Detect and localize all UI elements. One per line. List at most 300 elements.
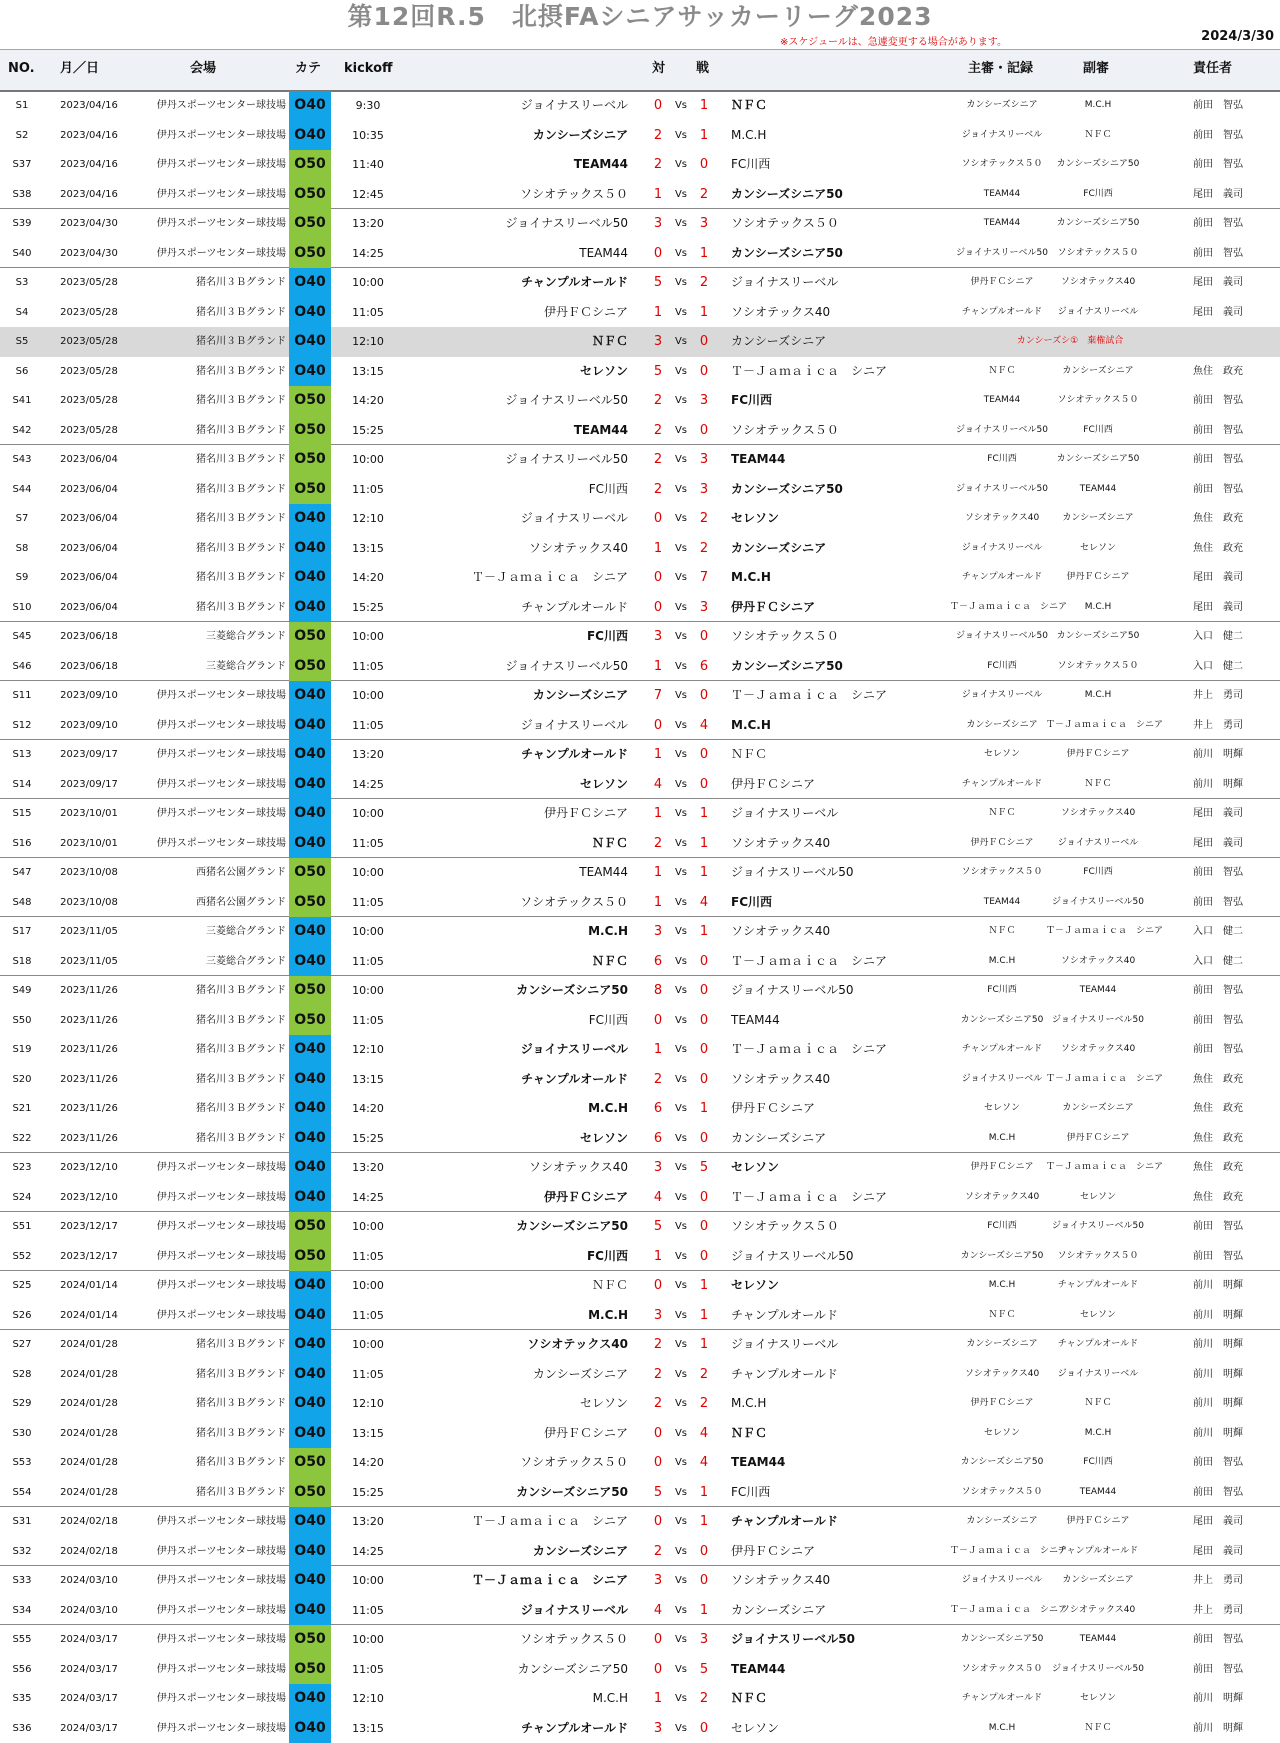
vs-label: Vs (668, 327, 694, 357)
assistant-referee: カンシーズシニア50 (1046, 622, 1150, 652)
away-team: Ｔ－Ｊａｍａｉｃａ シニア (731, 357, 941, 387)
match-date: 2023/04/16 (52, 91, 126, 121)
home-score: 6 (648, 1094, 668, 1124)
home-score: 8 (648, 976, 668, 1006)
match-number: S53 (0, 1448, 44, 1478)
assistant-referee: TEAM44 (1046, 1625, 1150, 1655)
match-date: 2023/05/28 (52, 298, 126, 328)
home-team: ジョイナスリーベル50 (400, 652, 628, 682)
away-score: 0 (694, 1006, 714, 1036)
assistant-referee: M.C.H (1046, 91, 1150, 121)
home-score: 1 (648, 858, 668, 888)
home-team: TEAM44 (400, 150, 628, 180)
assistant-referee: M.C.H (1046, 593, 1150, 623)
assistant-referee: ジョイナスリーベル50 (1046, 1655, 1150, 1685)
home-team: カンシーズシニア (400, 1360, 628, 1390)
vs-label: Vs (668, 121, 694, 151)
responsible-person: 前田 智弘 (1160, 1242, 1276, 1272)
responsible-person: 前田 智弘 (1160, 1625, 1276, 1655)
match-venue: 伊丹スポーツセンター球技場 (130, 1714, 286, 1743)
assistant-referee: FC川西 (1046, 416, 1150, 446)
home-team: TEAM44 (400, 416, 628, 446)
home-team: カンシーズシニア (400, 681, 628, 711)
match-kickoff: 9:30 (338, 91, 398, 121)
home-score: 2 (648, 1360, 668, 1390)
vs-label: Vs (668, 593, 694, 623)
home-score: 4 (648, 1183, 668, 1213)
assistant-referee: TEAM44 (1046, 1478, 1150, 1508)
assistant-referee: 伊丹ＦＣシニア (1046, 1124, 1150, 1154)
match-kickoff: 14:25 (338, 1537, 398, 1567)
table-row (0, 1478, 1280, 1508)
home-score: 1 (648, 180, 668, 210)
match-kickoff: 13:20 (338, 209, 398, 239)
responsible-person: 前田 智弘 (1160, 386, 1276, 416)
assistant-referee: FC川西 (1046, 858, 1150, 888)
away-score: 5 (694, 1153, 714, 1183)
match-kickoff: 11:05 (338, 829, 398, 859)
table-row (0, 1684, 1280, 1714)
match-category: O40 (289, 534, 331, 564)
home-score: 0 (648, 1448, 668, 1478)
match-venue: 伊丹スポーツセンター球技場 (130, 1183, 286, 1213)
match-kickoff: 10:00 (338, 622, 398, 652)
match-kickoff: 10:00 (338, 268, 398, 298)
match-venue: 伊丹スポーツセンター球技場 (130, 829, 286, 859)
table-row (0, 1065, 1280, 1095)
home-score: 3 (648, 1566, 668, 1596)
responsible-person: 前川 明輝 (1160, 1419, 1276, 1449)
home-score: 1 (648, 534, 668, 564)
schedule-notice: ※スケジュールは、急遽変更する場合があります。 (780, 33, 1007, 48)
away-score: 2 (694, 1360, 714, 1390)
referee: M.C.H (950, 1124, 1054, 1154)
match-venue: 猪名川３Ｂグランド (130, 386, 286, 416)
match-category: O40 (289, 1389, 331, 1419)
responsible-person: 前川 明輝 (1160, 1330, 1276, 1360)
away-score: 4 (694, 888, 714, 918)
vs-label: Vs (668, 180, 694, 210)
match-venue: 伊丹スポーツセンター球技場 (130, 209, 286, 239)
home-team: ソシオテックス40 (400, 1330, 628, 1360)
match-venue: 猪名川３Ｂグランド (130, 1006, 286, 1036)
match-venue: 伊丹スポーツセンター球技場 (130, 1507, 286, 1537)
match-date: 2024/02/18 (52, 1507, 126, 1537)
away-team: M.C.H (731, 563, 941, 593)
home-score: 1 (648, 652, 668, 682)
match-kickoff: 11:05 (338, 652, 398, 682)
table-row (0, 150, 1280, 180)
match-kickoff: 12:10 (338, 504, 398, 534)
match-category: O50 (289, 1006, 331, 1036)
assistant-referee: ＮＦＣ (1046, 770, 1150, 800)
away-team: ジョイナスリーベル50 (731, 976, 941, 1006)
match-venue: 伊丹スポーツセンター球技場 (130, 711, 286, 741)
home-score: 5 (648, 357, 668, 387)
match-venue: 猪名川３Ｂグランド (130, 976, 286, 1006)
match-kickoff: 10:00 (338, 681, 398, 711)
match-kickoff: 11:05 (338, 298, 398, 328)
vs-label: Vs (668, 1596, 694, 1626)
match-date: 2023/10/01 (52, 829, 126, 859)
page-title: 第12回R.5 北摂FAシニアサッカーリーグ2023 (0, 0, 1280, 34)
assistant-referee: Ｔ－Ｊａｍａｉｃａ シニア (1046, 917, 1150, 947)
away-team: Ｔ－Ｊａｍａｉｃａ シニア (731, 1035, 941, 1065)
assistant-referee: ソシオテックス40 (1046, 268, 1150, 298)
home-score: 2 (648, 1330, 668, 1360)
responsible-person: 前田 智弘 (1160, 445, 1276, 475)
match-kickoff: 11:05 (338, 711, 398, 741)
table-row (0, 1419, 1280, 1449)
home-team: ＮＦＣ (400, 1271, 628, 1301)
home-team: FC川西 (400, 622, 628, 652)
home-score: 3 (648, 209, 668, 239)
table-row (0, 829, 1280, 859)
match-date: 2023/04/16 (52, 150, 126, 180)
assistant-referee: ジョイナスリーベル50 (1046, 1006, 1150, 1036)
match-date: 2023/10/08 (52, 888, 126, 918)
away-score: 1 (694, 1271, 714, 1301)
responsible-person: 入口 健二 (1160, 622, 1276, 652)
match-number: S33 (0, 1566, 44, 1596)
assistant-referee: FC川西 (1046, 180, 1150, 210)
away-score: 1 (694, 1301, 714, 1331)
away-score: 2 (694, 180, 714, 210)
home-score: 0 (648, 563, 668, 593)
away-score: 3 (694, 209, 714, 239)
away-team: FC川西 (731, 150, 941, 180)
vs-label: Vs (668, 1566, 694, 1596)
match-venue: 猪名川３Ｂグランド (130, 1448, 286, 1478)
match-date: 2023/11/26 (52, 1006, 126, 1036)
home-score: 2 (648, 1065, 668, 1095)
match-category: O40 (289, 799, 331, 829)
match-category: O40 (289, 357, 331, 387)
away-score: 0 (694, 357, 714, 387)
home-team: 伊丹ＦＣシニア (400, 1419, 628, 1449)
home-team: カンシーズシニア (400, 1537, 628, 1567)
referee: ソシオテックス５０ (950, 1655, 1054, 1685)
table-row (0, 1566, 1280, 1596)
referee: ＮＦＣ (950, 1301, 1054, 1331)
match-venue: 伊丹スポーツセンター球技場 (130, 150, 286, 180)
responsible-person: 前田 智弘 (1160, 1035, 1276, 1065)
assistant-referee: カンシーズシニア (1046, 504, 1150, 534)
assistant-referee: ジョイナスリーベル (1046, 298, 1150, 328)
away-score: 0 (694, 1065, 714, 1095)
home-team: 伊丹ＦＣシニア (400, 799, 628, 829)
match-number: S10 (0, 593, 44, 623)
responsible-person: 魚住 政充 (1160, 504, 1276, 534)
home-team: Ｔ－Ｊａｍａｉｃａ シニア (400, 563, 628, 593)
home-score: 3 (648, 917, 668, 947)
away-score: 0 (694, 740, 714, 770)
away-score: 4 (694, 1448, 714, 1478)
home-score: 0 (648, 239, 668, 269)
home-score: 1 (648, 888, 668, 918)
vs-label: Vs (668, 1301, 694, 1331)
referee: チャンプルオールド (950, 1684, 1054, 1714)
away-team: ソシオテックス40 (731, 1566, 941, 1596)
responsible-person: 前川 明輝 (1160, 740, 1276, 770)
away-score: 0 (694, 150, 714, 180)
match-date: 2023/11/05 (52, 947, 126, 977)
match-kickoff: 13:15 (338, 1065, 398, 1095)
match-venue: 西猪名公園グランド (130, 888, 286, 918)
home-team: FC川西 (400, 1006, 628, 1036)
vs-label: Vs (668, 1714, 694, 1743)
away-score: 1 (694, 1094, 714, 1124)
match-number: S22 (0, 1124, 44, 1154)
home-score: 0 (648, 1419, 668, 1449)
home-team: カンシーズシニア (400, 121, 628, 151)
match-kickoff: 10:00 (338, 445, 398, 475)
away-score: 0 (694, 1714, 714, 1743)
vs-label: Vs (668, 947, 694, 977)
match-date: 2023/10/08 (52, 858, 126, 888)
assistant-referee: ソシオテックス５０ (1046, 239, 1150, 269)
vs-label: Vs (668, 1212, 694, 1242)
match-date: 2023/06/04 (52, 504, 126, 534)
responsible-person: 尾田 義司 (1160, 1537, 1276, 1567)
referee: ソシオテックス５０ (950, 1478, 1054, 1508)
match-date: 2023/12/10 (52, 1183, 126, 1213)
match-number: S7 (0, 504, 44, 534)
referee: ジョイナスリーベル (950, 534, 1054, 564)
match-venue: 伊丹スポーツセンター球技場 (130, 1271, 286, 1301)
match-category: O50 (289, 652, 331, 682)
home-score: 2 (648, 475, 668, 505)
assistant-referee: カンシーズシニア50 (1046, 209, 1150, 239)
away-score: 1 (694, 1596, 714, 1626)
home-score: 2 (648, 445, 668, 475)
match-date: 2023/12/10 (52, 1153, 126, 1183)
match-category: O40 (289, 298, 331, 328)
match-category: O40 (289, 740, 331, 770)
match-venue: 猪名川３Ｂグランド (130, 563, 286, 593)
match-date: 2024/03/17 (52, 1655, 126, 1685)
table-row (0, 327, 1280, 357)
home-score: 5 (648, 268, 668, 298)
assistant-referee: ソシオテックス40 (1046, 947, 1150, 977)
away-team: カンシーズシニア (731, 534, 941, 564)
match-category: O50 (289, 1448, 331, 1478)
vs-label: Vs (668, 1065, 694, 1095)
vs-label: Vs (668, 91, 694, 121)
assistant-referee: Ｔ－Ｊａｍａｉｃａ シニア (1046, 711, 1150, 741)
match-venue: 三菱総合グランド (130, 917, 286, 947)
referee: ＮＦＣ (950, 799, 1054, 829)
match-kickoff: 11:05 (338, 1596, 398, 1626)
match-date: 2024/01/14 (52, 1301, 126, 1331)
match-date: 2023/05/28 (52, 416, 126, 446)
match-category: O50 (289, 386, 331, 416)
away-team: カンシーズシニア50 (731, 652, 941, 682)
match-number: S2 (0, 121, 44, 151)
referee: 伊丹ＦＣシニア (950, 268, 1054, 298)
table-row (0, 1301, 1280, 1331)
home-team: M.C.H (400, 1684, 628, 1714)
table-row (0, 298, 1280, 328)
match-date: 2023/04/30 (52, 209, 126, 239)
match-date: 2024/03/17 (52, 1714, 126, 1743)
referee: ジョイナスリーベル (950, 1566, 1054, 1596)
match-category: O40 (289, 1360, 331, 1390)
match-date: 2024/01/28 (52, 1330, 126, 1360)
match-category: O40 (289, 1035, 331, 1065)
home-score: 1 (648, 1242, 668, 1272)
assistant-referee: ＮＦＣ (1046, 1714, 1150, 1743)
table-row (0, 1625, 1280, 1655)
match-kickoff: 11:05 (338, 888, 398, 918)
match-kickoff: 11:05 (338, 947, 398, 977)
home-score: 1 (648, 298, 668, 328)
referee: FC川西 (950, 445, 1054, 475)
header-assistant: 副審 (1083, 50, 1109, 88)
home-score: 0 (648, 711, 668, 741)
match-category: O40 (289, 563, 331, 593)
home-score: 2 (648, 150, 668, 180)
away-score: 1 (694, 799, 714, 829)
away-score: 2 (694, 268, 714, 298)
away-score: 3 (694, 386, 714, 416)
table-row (0, 1507, 1280, 1537)
home-score: 2 (648, 386, 668, 416)
match-date: 2023/05/28 (52, 357, 126, 387)
match-number: S41 (0, 386, 44, 416)
away-team: ジョイナスリーベル50 (731, 1625, 941, 1655)
match-date: 2024/01/28 (52, 1419, 126, 1449)
home-score: 4 (648, 1596, 668, 1626)
home-team: ジョイナスリーベル (400, 504, 628, 534)
responsible-person: 入口 健二 (1160, 947, 1276, 977)
vs-label: Vs (668, 416, 694, 446)
table-row (0, 1094, 1280, 1124)
home-team: FC川西 (400, 1242, 628, 1272)
away-score: 6 (694, 652, 714, 682)
home-team: チャンプルオールド (400, 268, 628, 298)
match-kickoff: 11:05 (338, 1655, 398, 1685)
match-category: O40 (289, 770, 331, 800)
home-team: ＮＦＣ (400, 327, 628, 357)
referee: ソシオテックス40 (950, 1183, 1054, 1213)
referee: TEAM44 (950, 386, 1054, 416)
match-category: O40 (289, 947, 331, 977)
referee: カンシーズシニア (950, 91, 1054, 121)
table-row (0, 357, 1280, 387)
match-number: S16 (0, 829, 44, 859)
match-category: O40 (289, 1124, 331, 1154)
table-row (0, 1271, 1280, 1301)
match-venue: 伊丹スポーツセンター球技場 (130, 1566, 286, 1596)
referee: ジョイナスリーベル50 (950, 239, 1054, 269)
match-kickoff: 10:00 (338, 1625, 398, 1655)
away-score: 1 (694, 858, 714, 888)
match-category: O50 (289, 445, 331, 475)
match-category: O50 (289, 416, 331, 446)
match-date: 2023/09/10 (52, 711, 126, 741)
match-venue: 猪名川３Ｂグランド (130, 298, 286, 328)
assistant-referee: ソシオテックス40 (1046, 1035, 1150, 1065)
match-kickoff: 11:05 (338, 1360, 398, 1390)
referee: カンシーズシニア (950, 1507, 1054, 1537)
match-table (0, 91, 1280, 1743)
vs-label: Vs (668, 1360, 694, 1390)
responsible-person: 前田 智弘 (1160, 475, 1276, 505)
match-category: O40 (289, 1153, 331, 1183)
responsible-person: 前川 明輝 (1160, 1271, 1276, 1301)
match-number: S24 (0, 1183, 44, 1213)
match-category: O40 (289, 1065, 331, 1095)
away-team: カンシーズシニア50 (731, 475, 941, 505)
match-date: 2024/02/18 (52, 1537, 126, 1567)
match-category: O50 (289, 858, 331, 888)
responsible-person: 尾田 義司 (1160, 563, 1276, 593)
match-category: O50 (289, 180, 331, 210)
match-kickoff: 13:15 (338, 1419, 398, 1449)
referee: カンシーズシニア (950, 1330, 1054, 1360)
header-kickoff: kickoff (344, 50, 393, 88)
match-date: 2024/01/28 (52, 1389, 126, 1419)
table-row (0, 770, 1280, 800)
assistant-referee: チャンプルオールド (1046, 1330, 1150, 1360)
match-category: O40 (289, 711, 331, 741)
away-score: 5 (694, 1655, 714, 1685)
responsible-person: 前田 智弘 (1160, 1006, 1276, 1036)
match-kickoff: 10:00 (338, 1271, 398, 1301)
match-date: 2023/09/10 (52, 681, 126, 711)
match-venue: 猪名川３Ｂグランド (130, 1124, 286, 1154)
responsible-person: 井上 勇司 (1160, 681, 1276, 711)
referee: セレソン (950, 1094, 1054, 1124)
table-row (0, 1448, 1280, 1478)
match-date: 2023/05/28 (52, 386, 126, 416)
away-score: 0 (694, 416, 714, 446)
referee: Ｔ－Ｊａｍａｉｃａ シニア (950, 1537, 1054, 1567)
responsible-person: 前田 智弘 (1160, 416, 1276, 446)
away-team: チャンプルオールド (731, 1360, 941, 1390)
referee: カンシーズシニア50 (950, 1242, 1054, 1272)
match-number: S42 (0, 416, 44, 446)
table-row (0, 858, 1280, 888)
match-kickoff: 13:15 (338, 357, 398, 387)
away-team: 伊丹ＦＣシニア (731, 593, 941, 623)
match-category: O40 (289, 1684, 331, 1714)
match-category: O40 (289, 1330, 331, 1360)
assistant-referee: ＮＦＣ (1046, 121, 1150, 151)
referee: ジョイナスリーベル50 (950, 416, 1054, 446)
match-kickoff: 14:20 (338, 1094, 398, 1124)
match-date: 2023/11/05 (52, 917, 126, 947)
match-number: S43 (0, 445, 44, 475)
match-venue: 猪名川３Ｂグランド (130, 475, 286, 505)
match-category: O50 (289, 1625, 331, 1655)
away-team: セレソン (731, 504, 941, 534)
vs-label: Vs (668, 1094, 694, 1124)
home-score: 5 (648, 1212, 668, 1242)
table-row (0, 563, 1280, 593)
home-team: ジョイナスリーベル (400, 91, 628, 121)
away-score: 1 (694, 1330, 714, 1360)
home-team: M.C.H (400, 1301, 628, 1331)
match-venue: 猪名川３Ｂグランド (130, 357, 286, 387)
match-venue: 伊丹スポーツセンター球技場 (130, 1301, 286, 1331)
vs-label: Vs (668, 829, 694, 859)
away-team: ジョイナスリーベル (731, 268, 941, 298)
away-team: ソシオテックス40 (731, 298, 941, 328)
match-number: S34 (0, 1596, 44, 1626)
home-team: ソシオテックス40 (400, 1153, 628, 1183)
